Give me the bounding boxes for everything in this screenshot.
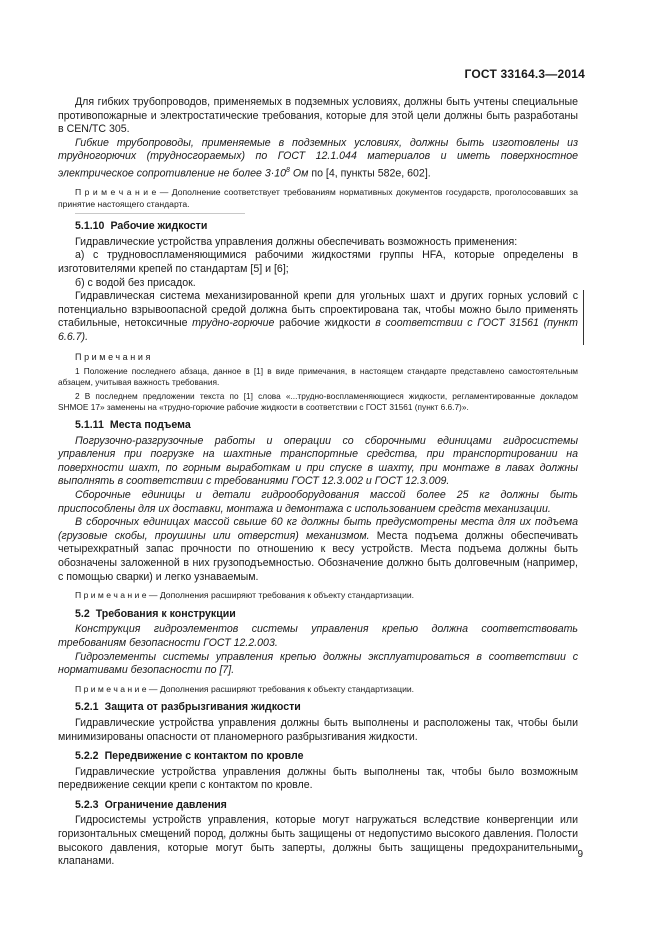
section-number: 5.1.11 xyxy=(75,419,104,432)
section-heading xyxy=(58,220,578,234)
section-number: 5.2 xyxy=(75,607,90,620)
section-number: 5.2.2 xyxy=(75,750,99,763)
section-heading xyxy=(58,750,578,764)
note xyxy=(58,684,578,696)
section-number: 5.1.10 xyxy=(75,220,105,233)
section-heading xyxy=(58,608,578,622)
note xyxy=(58,590,578,602)
note-text: — Дополнения расширяют требования к объекту стандартизации. xyxy=(146,683,415,694)
section-title: Передвижение с контактом по кровле xyxy=(104,750,304,763)
note-label: П р и м е ч а н и е xyxy=(75,683,147,694)
list-item: б) с водой без присадок. xyxy=(75,276,196,289)
note-text: — Дополнения расширяют требования к объекту стандартизации. xyxy=(146,590,415,601)
text-run: Ом xyxy=(289,167,309,180)
paragraph xyxy=(58,516,578,584)
section-title: Места подъема xyxy=(109,419,191,432)
note xyxy=(58,187,578,210)
text-run: рабочие жидкости xyxy=(274,317,376,330)
paragraph: Гидравлические устройства управления должны обеспечивать возможность применения: xyxy=(75,235,518,248)
paragraph-italic: Конструкция гидроэлементов системы управления крепью должна соответствовать требованиям безопасности ГОСТ 12.2.003. xyxy=(58,623,578,649)
standard-header: ГОСТ 33164.3—2014 xyxy=(464,67,585,81)
paragraph: Для гибких трубопроводов, применяемых в подземных условиях, должны быть учтены специальные противопожарные и электростатические требования, которые для этой цели должны быть разработаны в CEN/TC 305. xyxy=(58,96,578,136)
paragraph-italic xyxy=(58,137,578,181)
note-text: — Дополнение соответствует требованиям нормативных документов государств, проголосовавших за принятие настоящего стандарта. xyxy=(58,187,578,209)
section-number: 5.2.1 xyxy=(75,701,99,714)
text-run: по [4, пункты 582е, 602]. xyxy=(308,167,431,180)
text-run: В сборочных единицах массой свыше 60 кг должны быть предусмотрены места для их подъема (грузовые скобы, проушины или отверстия) механизмом. xyxy=(58,516,578,542)
section-title: Защита от разбрызгивания жидкости xyxy=(104,701,301,714)
section-title: Требования к конструкции xyxy=(95,607,236,620)
section-heading xyxy=(58,799,578,813)
note-item: 2 В последнем предложении текста по [1] слова «...трудно-воспламеняющиеся жидкости, регламентированные докладом SHMOE 17» заменены на «трудно-горючие рабочие жидкости в соответствии с ГОСТ 31561 (пункт 6.6.7)». xyxy=(58,390,578,412)
note-label: П р и м е ч а н и е xyxy=(75,187,157,198)
note-label: П р и м е ч а н и е xyxy=(75,590,147,601)
note-item: 1 Положение последнего абзаца, данное в [1] в виде примечания, в настоящем стандарте представлено самостоятельным абзацем, учитывая важность требования. xyxy=(58,366,578,388)
section-heading xyxy=(58,419,578,433)
section-title: Ограничение давления xyxy=(104,798,227,811)
paragraph: Гидравлические устройства управления должны быть выполнены и расположены так, чтобы были минимизированы опасности от планомерного разбрызгивания жидкости. xyxy=(58,716,578,743)
section-heading xyxy=(58,701,578,715)
paragraph-italic: Погрузочно-разгрузочные работы и операции со сборочными единицами гидросистемы управления при погрузке на шахтные транспортные средства, при транспортировании на поверхности шахт, по горным выработкам и при спуске в шахту, при монтаже в лавах должны выполнять в соответствии с требованиями ГОСТ 12.3.002 и ГОСТ 12.3.009. xyxy=(58,434,578,488)
page-number: 9 xyxy=(577,849,583,860)
text-run: Места подъема должны обеспечивать четырехкратный запас прочности по отношению к весу устройств. Места подъема должны быть обозначены заложенной в них грузоподъемностью. Обозначение должно быть долговечным (например, с помощью сварки) и легко узнаваемым. xyxy=(58,529,578,583)
list-item: а) с трудновоспламеняющимися рабочими жидкостями группы HFA, которые определены в изготовителями крепей по стандартам [5] и [6]; xyxy=(58,249,578,276)
paragraph: Гидросистемы устройств управления, которые могут нагружаться вследствие конвергенции или горизонтальных смещений пород, должны быть защищены от недопустимо высокого давления. Полости высокого давления, которые могут быть заперты, должны быть защищены предохранительными клапанами. xyxy=(58,814,578,868)
page-content xyxy=(58,96,578,869)
text-run: Гидравлическая система механизированной крепи для угольных шахт и других горных условий с потенциально взрывоопасной средой должна быть спроектирована так, чтобы можно было применять стабильные, нетоксичные xyxy=(58,290,578,330)
section-title: Рабочие жидкости xyxy=(110,220,208,233)
change-bar xyxy=(583,290,584,344)
text-run: трудно-горючие xyxy=(192,317,275,330)
divider xyxy=(75,213,245,214)
section-number: 5.2.3 xyxy=(75,798,99,811)
superscript: 8 xyxy=(286,166,290,174)
text-run: в соответствии с ГОСТ 31561 (пункт 6.6.7). xyxy=(58,317,578,344)
paragraph-italic: Сборочные единицы и детали гидрооборудования массой более 25 кг должны быть приспособлены для их доставки, монтажа и демонтажа с использованием средств механизации. xyxy=(58,489,578,515)
notes-title: Примечания xyxy=(75,351,153,362)
paragraph xyxy=(58,290,578,344)
paragraph: Гидравлические устройства управления должны быть выполнены так, чтобы было возможным передвижение секции крепи с контактом по кровле. xyxy=(58,765,578,792)
text-run: Гибкие трубопроводы, применяемые в подземных условиях, должны быть изготовлены из трудногорючих (трудносгораемых) по ГОСТ 12.1.044 материалов и иметь поверхностное электрическое сопротивление не более 3·10 xyxy=(58,136,578,180)
paragraph-italic: Гидроэлементы системы управления крепью должны эксплуатироваться в соответствии с нормативами безопасности по [7]. xyxy=(58,650,578,677)
change-marked-block xyxy=(58,290,578,344)
